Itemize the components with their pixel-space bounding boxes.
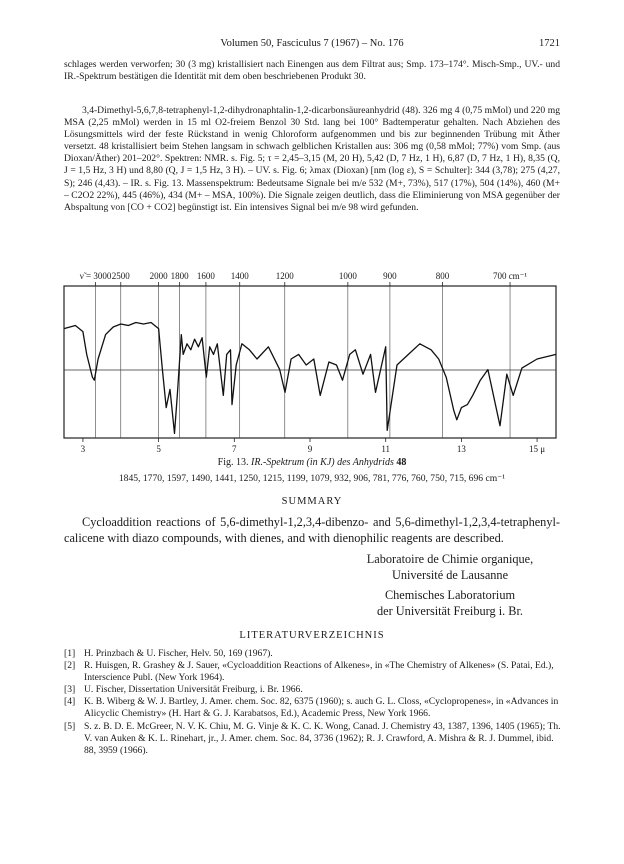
reference-number: [5]: [64, 720, 76, 732]
reference-number: [2]: [64, 660, 76, 672]
reference-text: S. z. B. D. E. McGreer, N. V. K. Chiu, M. G. Vinje & K. C. K. Wong, Canad. J. Chemistry 43, 1387, 1396, 1405 (1965); Th. V. van Auken & K. L. Rinehart, jr., J. Amer. chem. Soc. 84, 3736 (1962); R. J. Crawford, A. Mishra & R. J. Dummel, ibid. 88, 3959 (1966).: [84, 720, 561, 756]
reference-item: [64, 684, 564, 696]
reference-text: K. B. Wiberg & W. J. Bartley, J. Amer. chem. Soc. 82, 6375 (1960); s. auch G. L. Closs, «Cyclopropenes», in «Advances in Alicyclic Chemistry» (H. Hart & G. J. Karabatsos, Ed.), Academic Press, New York 1966.: [84, 696, 559, 720]
reference-item: [64, 696, 564, 720]
reference-number: [4]: [64, 696, 76, 708]
bottom-tick-label: 7: [232, 444, 237, 454]
top-tick-label: 1000: [338, 271, 357, 281]
top-tick-label: 1400: [230, 271, 249, 281]
paragraph-anhydride-48: 3,4-Dimethyl-5,6,7,8-tetraphenyl-1,2-dihydronaphtalin-1,2-dicarbonsäureanhydrid (48). 326 mg 4 (0,75 mMol) und 220 mg MSA (2,25 mMol) werden in 15 ml O2-freiem Benzol 30 Std. lang bei 100° Badtemperatur gehalten. Nach Abziehen des Lösungsmittels wird der feste Rückstand in wenig Chloroform aufgenommen und bis zur beginnenden Trübung mit Äther versetzt. 48 kristallisiert beim Stehen langsam in schwach gelblichen Kristallen aus: 306 mg (0,58 mMol; 77%) vom Smp. (aus Dioxan/Äther) 201–202°. Spektren: NMR. s. Fig. 5; τ = 2,45–3,15 (M, 20 H), 5,42 (D, 7 Hz, 1 H), 6,87 (D, 7 Hz, 1 H), 8,35 (Q, J = 1,5 Hz, 3 H) und 8,80 (Q, J = 1,5 Hz, 3 H). – UV. s. Fig. 6; λmax (Dioxan) [nm (log ε), S = Schulter]: 344 (3,78); 275 (4,27, S); 246 (4,43). – IR. s. Fig. 13. Massenspektrum: Bedeutsame Signale bei m/e 532 (M+, 73%), 517 (17%), 504 (14%), 460 (M+ – C2O2 22%), 445 (46%), 434 (M+ – MSA, 100%). Die Signale zeigen deutlich, dass die Eliminierung von MSA gegenüber der Abspaltung von [CO + CO2] begünstigt ist. Ein intensives Signal bei m/e 98 wird gefunden.: [64, 105, 560, 213]
address-line-4: der Universität Freiburg i. Br.: [377, 604, 523, 618]
reference-number: [3]: [64, 684, 76, 696]
reference-list: [64, 648, 564, 757]
bottom-tick-label: 15 μ: [529, 444, 546, 454]
bottom-tick-label: 9: [307, 444, 313, 454]
bottom-tick-label: 5: [156, 444, 161, 454]
summary-text: Cycloaddition reactions of 5,6-dimethyl-1,2,3,4-dibenzo- and 5,6-dimethyl-1,2,3,4-tetraphenyl-calicene with diazo compounds, with dienes, and with dienophilic reagents are described.: [64, 515, 560, 545]
summary-heading: SUMMARY: [281, 496, 343, 507]
address-line-2: Université de Lausanne: [391, 568, 509, 582]
figure-caption: [64, 457, 560, 468]
references-heading: LITERATURVERZEICHNIS: [239, 630, 385, 641]
bottom-tick-label: 11: [381, 444, 391, 454]
bottom-tick-label: 13: [456, 444, 466, 454]
caption-compound: 48: [396, 457, 407, 468]
page-number: 1721: [539, 38, 560, 49]
paragraph-product-30: schlages werden verworfen; 30 (3 mg) kristallisiert nach Einengen aus dem Filtrat aus; Smp. 173–174°. Misch-Smp., UV.- und IR.-Spektrum bestätigen die Identität mit dem oben beschriebenen Produkt 30.: [64, 59, 560, 83]
top-tick-label: 1800: [170, 271, 189, 281]
address-line-1: Laboratoire de Chimie organique,: [366, 552, 534, 566]
ir-spectrum-figure: [56, 268, 566, 454]
journal-header: Volumen 50, Fasciculus 7 (1967) – No. 176: [220, 38, 404, 49]
caption-title: IR.-Spektrum (in KJ) des Anhydrids: [251, 457, 394, 468]
top-tick-label: 800: [435, 271, 450, 281]
top-tick-label: 1200: [275, 271, 294, 281]
top-tick-label: 1600: [196, 271, 215, 281]
running-header: [64, 38, 560, 52]
reference-item: [64, 660, 564, 684]
reference-item: [64, 648, 564, 660]
ir-spectrum-trace: [64, 323, 556, 434]
top-tick-label: 900: [383, 271, 397, 281]
reference-text: H. Prinzbach & U. Fischer, Helv. 50, 169 (1967).: [84, 648, 273, 659]
bottom-tick-label: 3: [80, 444, 86, 454]
reference-number: [1]: [64, 648, 76, 659]
caption-prefix: Fig. 13.: [217, 457, 249, 468]
reference-text: U. Fischer, Dissertation Universität Freiburg, i. Br. 1966.: [84, 684, 303, 696]
top-tick-label: 700 cm⁻¹: [492, 271, 528, 281]
top-tick-label: 2500: [111, 271, 130, 281]
ir-band-list: 1845, 1770, 1597, 1490, 1441, 1250, 1215, 1199, 1079, 932, 906, 781, 776, 760, 750, 715, 696 cm⁻¹: [118, 473, 506, 484]
address-line-3: Chemisches Laboratorium: [384, 588, 516, 602]
reference-item: [64, 721, 564, 757]
top-tick-label: ν̃ = 3000: [79, 271, 112, 281]
top-tick-label: 2000: [149, 271, 168, 281]
ir-spectrum-chart: [56, 268, 566, 454]
reference-text: R. Huisgen, R. Grashey & J. Sauer, «Cycloaddition Reactions of Alkenes», in «The Chemistry of Alkenes» (S. Patai, Ed.), Interscience Publ. (New York 1964).: [84, 660, 554, 684]
